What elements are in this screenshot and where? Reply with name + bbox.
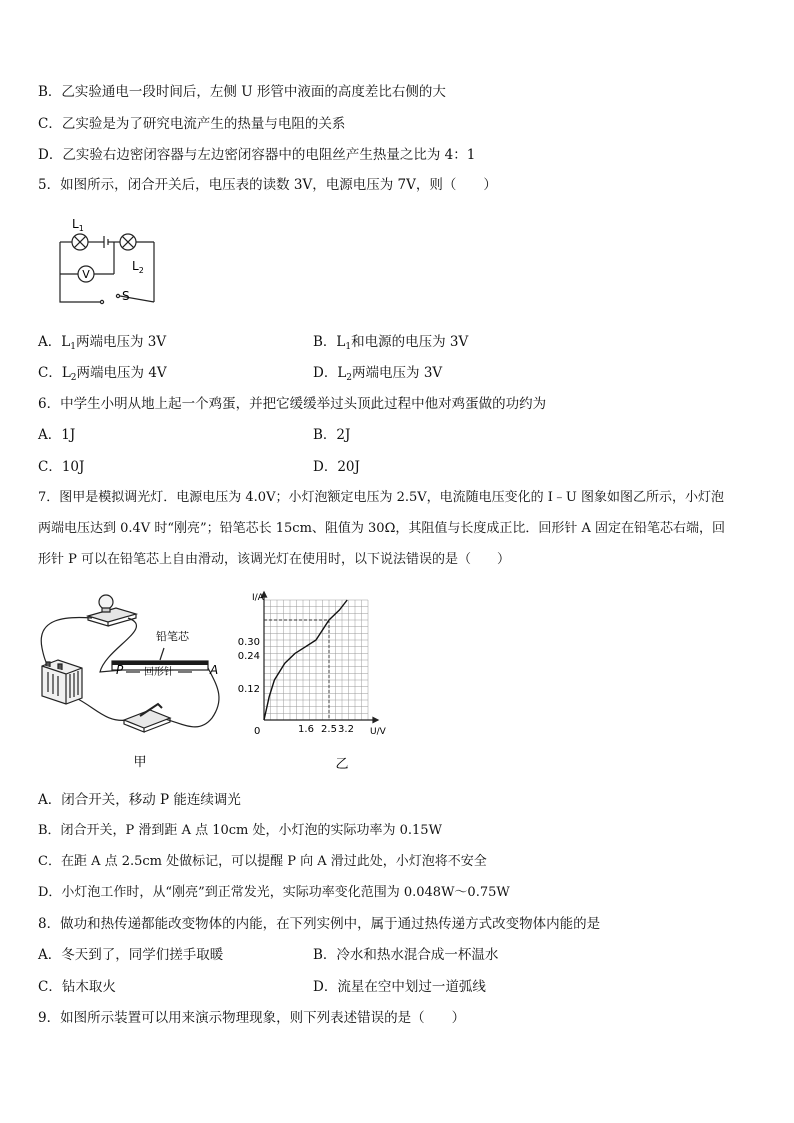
q5-circuit-diagram <box>52 210 182 310</box>
chart-ylabel: I/A <box>252 593 264 603</box>
q6-option-a: A．1J <box>38 427 76 443</box>
q5-option-c: C．$L_2$两端电压为 4V <box>38 365 167 383</box>
q6-stem: 6．中学生小明从地上起一个鸡蛋，并把它缓缓举过头顶此过程中他对鸡蛋做的功约为 <box>38 396 547 412</box>
q7-option-a: A．闭合开关，移动 P 能连续调光 <box>38 792 241 808</box>
q7-option-c: C．在距 A 点 2.5cm 处做标记，可以提醒 P 向 A 滑过此处，小灯泡将不安全 <box>38 854 487 869</box>
chart-xtick-25: 2.5 <box>321 724 337 735</box>
q7-a-label: A <box>210 663 219 677</box>
q8-option-a: A．冬天到了，同学们搓手取暖 <box>38 947 224 963</box>
q7-pencil-label: 铅笔芯 <box>156 630 189 643</box>
chart-origin-label: 0 <box>254 726 261 737</box>
q5-l1-label: $L_1$ <box>72 217 84 233</box>
q4-option-b: B．乙实验通电一段时间后，左侧 U 形管中液面的高度差比右侧的大 <box>38 84 446 100</box>
q7-option-b: B．闭合开关，P 滑到距 A 点 10cm 处，小灯泡的实际功率为 0.15W <box>38 823 442 838</box>
q6-option-c: C．10J <box>38 459 85 475</box>
q8-stem: 8．做功和热传递都能改变物体的内能，在下列实例中，属于通过热传递方式改变物体内能的是 <box>38 916 601 932</box>
q7-stem-line-2: 两端电压达到 0.4V 时“刚亮”；铅笔芯长 15cm、阻值为 30Ω，其阻值与长度成正比．回形针 A 固定在铅笔芯右端，回 <box>38 521 726 536</box>
q5-option-a: A．$L_1$两端电压为 3V <box>38 334 167 352</box>
chart-ytick-012: 0.12 <box>237 684 260 695</box>
q4-option-d: D．乙实验右边密闭容器与左边密闭容器中的电阻丝产生热量之比为 4：1 <box>38 147 476 163</box>
q5-voltmeter-label: V <box>82 268 90 281</box>
q7-caption-yi: 乙 <box>335 757 349 772</box>
q8-option-c: C．钻木取火 <box>38 979 116 995</box>
q6-option-d: D．20J <box>313 459 360 475</box>
q5-switch-label: S <box>122 289 130 303</box>
q7-p-label: P <box>116 663 124 677</box>
q7-clip-label: 回形针 <box>144 667 174 678</box>
q7-option-d: D．小灯泡工作时，从“刚亮”到正常发光，实际功率变化范围为 0.048W～0.75W <box>38 885 510 900</box>
chart-grid <box>264 600 368 720</box>
q5-option-d: D．$L_2$两端电压为 3V <box>313 365 443 383</box>
chart-ytick-030: 0.30 <box>237 637 260 648</box>
q8-option-d: D．流星在空中划过一道弧线 <box>313 979 486 995</box>
q6-option-b: B．2J <box>313 427 351 443</box>
chart-xtick-32: 3.2 <box>338 724 354 735</box>
chart-axes <box>262 592 379 723</box>
q8-option-b: B．冷水和热水混合成一杯温水 <box>313 947 499 963</box>
q5-stem: 5．如图所示，闭合开关后，电压表的读数 3V，电源电压为 7V，则（ ） <box>38 177 497 193</box>
q7-figure-jia <box>36 588 236 788</box>
q7-caption-jia: 甲 <box>133 755 147 770</box>
x-axis-arrow <box>373 718 378 723</box>
q5-option-b: B．$L_1$和电源的电压为 3V <box>313 334 469 352</box>
q7-stem-line-3: 形针 P 可以在铅笔芯上自由滑动，该调光灯在使用时，以下说法错误的是（ ） <box>38 552 511 567</box>
q7-stem-line-1: 7．图甲是模拟调光灯．电源电压为 4.0V；小灯泡额定电压为 2.5V，电流随电压变化的 I﹣U 图象如图乙所示，小灯泡 <box>38 490 725 505</box>
q4-option-c: C．乙实验是为了研究电流产生的热量与电阻的关系 <box>38 116 346 132</box>
q5-l2-label: $L_2$ <box>132 259 144 275</box>
q9-stem: 9．如图所示装置可以用来演示物理现象，则下列表述错误的是（ ） <box>38 1010 466 1026</box>
q7-iu-chart <box>232 588 392 788</box>
chart-xlabel: U/V <box>370 727 386 737</box>
chart-xtick-16: 1.6 <box>298 724 314 735</box>
chart-ytick-024: 0.24 <box>237 651 260 662</box>
